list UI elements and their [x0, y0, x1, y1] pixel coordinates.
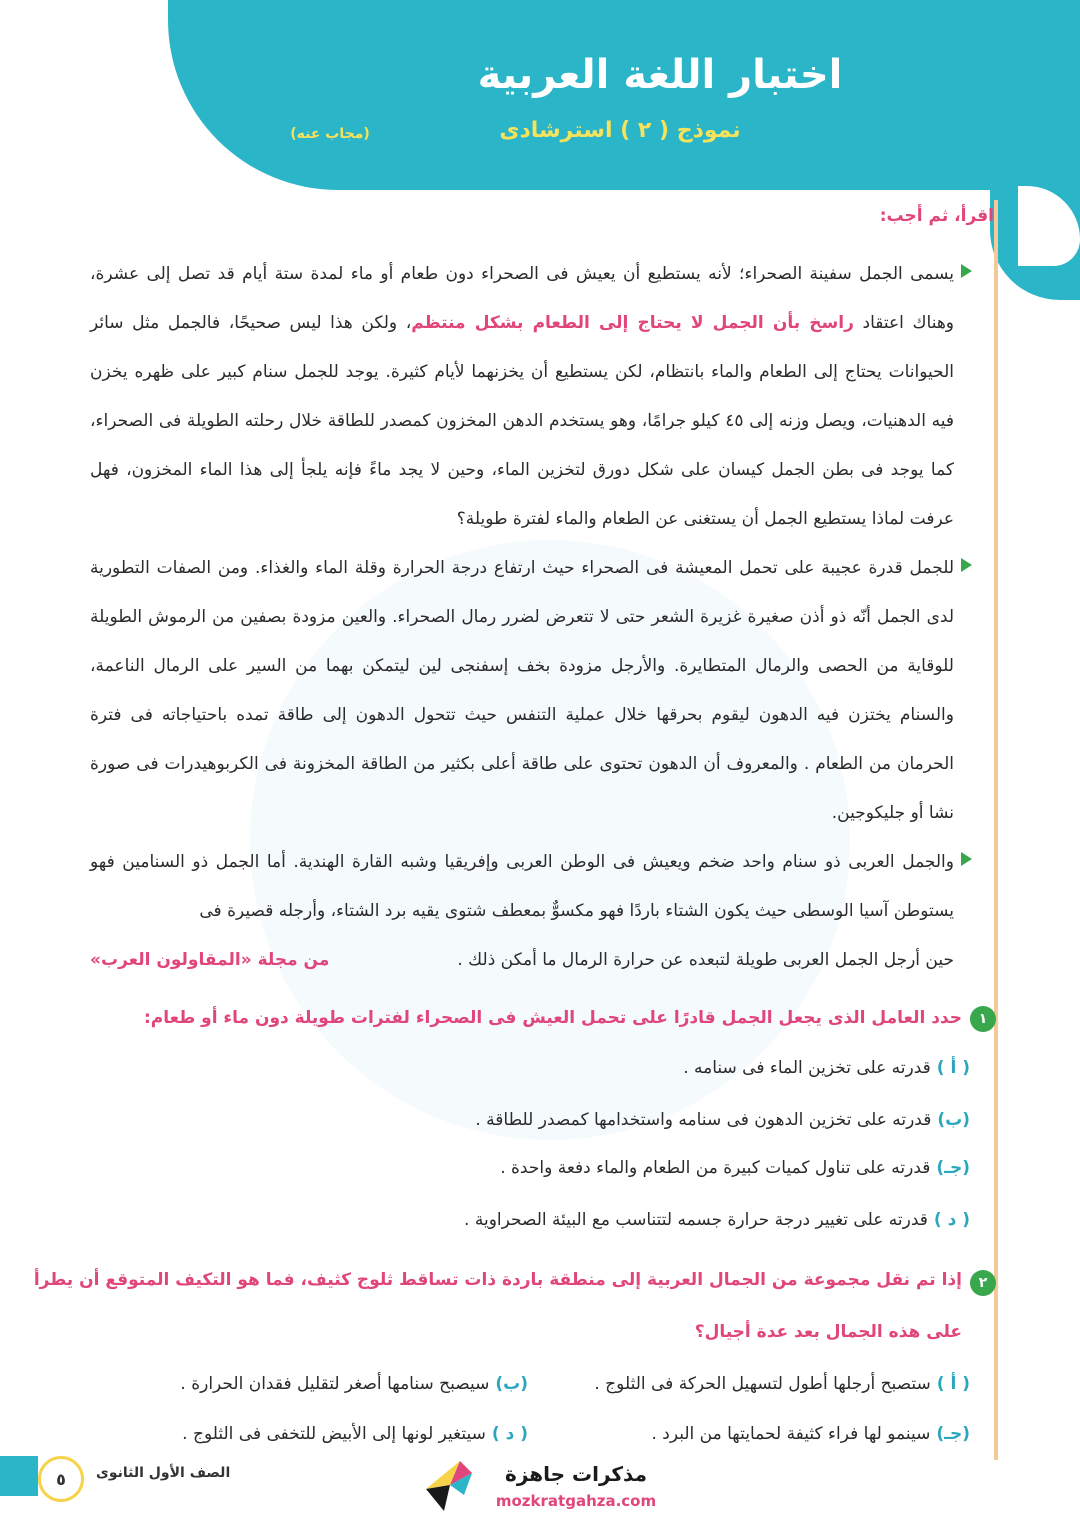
bullet-icon [961, 558, 972, 572]
paragraph-3: والجمل العربى ذو سنام واحد ضخم ويعيش فى الوطن العربى وإفريقيا وشبه القارة الهندية. أما الجمل ذو السنامين فهو يستوطن آسيا الوسطى حيث يكون الشتاء باردًا فهو مكسوٌّ بمعطف شتوى يقيه برد الشتاء، وأرجله قصيرة فى [90, 838, 954, 936]
section-heading: اقرأ، ثم أجب: [879, 206, 994, 226]
paragraph-3-last-line: حين أرجل الجمل العربى طويلة لتبعده عن حرارة الرمال ما أمكن ذلك . من مجلة «المقاولون العرب» [90, 936, 954, 985]
question-1-number: ١ [970, 1006, 996, 1032]
q2-option-c[interactable]: (جـ)سينمو لها فراء كثيفة لحمايتها من البرد . [651, 1424, 970, 1444]
question-1-text: حدد العامل الذى يجعل الجمل قادرًا على تحمل العيش فى الصحراء لفترات طويلة دون ماء أو طعام: [143, 1008, 962, 1028]
bullet-icon [961, 264, 972, 278]
q2-option-d[interactable]: ( د )سيتغير لونها إلى الأبيض للتخفى فى الثلوج . [182, 1424, 528, 1444]
question-2-text-line-1: إذا تم نقل مجموعة من الجمال العربية إلى منطقة باردة ذات تساقط ثلوج كثيف، فما هو التكيف المتوقع أن يطرأ [33, 1270, 962, 1290]
paragraph-1: يسمى الجمل سفينة الصحراء؛ لأنه يستطيع أن يعيش فى الصحراء دون طعام أو ماء لمدة ستة أيام قد تصل إلى عشرة، وهناك اعتقاد راسخ بأن الجمل لا يحتاج إلى الطعام بشكل منتظم، ولكن هذا ليس صحيحًا، فالجمل مثل سائر الحيوانات يحتاج إلى الطعام والماء بانتظام، لكن يستطيع أن يخزنهما لأيام كثيرة. يوجد للجمل سنام كبير على ظهره يخزن فيه الدهنيات، ويصل وزنه إلى ٤٥ كيلو جرامًا، وهو يستخدم الدهن المخزون كمصدر للطاقة خلال رحلته الطويلة فى الصحراء، كما يوجد فى بطن الجمل كيسان على شكل دورق لتخزين الماء، وحين لا يجد ماءً فإنه يلجأ إلى هذا الماء المخزون، فهل عرفت لماذا يستطيع الجمل أن يستغنى عن الطعام والماء لفترة طويلة؟ [90, 250, 954, 544]
model-subtitle: نموذج ( ٢ ) استرشادى [499, 118, 741, 143]
margin-line [994, 200, 998, 1460]
reading-passage [90, 250, 954, 985]
highlight-text: راسخ بأن الجمل لا يحتاج إلى الطعام بشكل منتظم [411, 313, 854, 333]
paragraph-2: للجمل قدرة عجيبة على تحمل المعيشة فى الصحراء حيث ارتفاع درجة الحرارة وقلة الماء والغذاء. ومن الصفات التطورية لدى الجمل أنّه ذو أذن صغيرة غزيرة الشعر حتى لا تتعرض لضرر رمال الصحراء. والعين مزودة بصفين من الرموش الطويلة للوقاية من الحصى والرمال المتطايرة. والأرجل مزودة بخف إسفنجى لين ليتمكن بهما من السير على الرمال الناعمة، والسنام يختزن فيه الدهون ليقوم بحرقها خلال عملية التنفس حيث تتحول الدهون إلى طاقة تمده باحتياجاته فى فترة الحرمان من الطعام . والمعروف أن الدهون تحتوى على طاقة أعلى بكثير من الطاقة المخزونة فى الكربوهيدرات فى صورة نشا أو جليكوجين. [90, 544, 954, 838]
q1-option-c[interactable]: (جـ)قدرته على تناول كميات كبيرة من الطعام والماء دفعة واحدة . [500, 1158, 970, 1178]
source-citation: من مجلة «المقاولون العرب» [90, 950, 330, 970]
question-2-number: ٢ [970, 1270, 996, 1296]
page-number: ٥ [38, 1456, 84, 1502]
logo-icon [420, 1455, 480, 1515]
q2-option-a[interactable]: ( أ )ستصبح أرجلها أطول لتسهيل الحركة فى الثلوج . [594, 1374, 970, 1394]
logo-url[interactable]: mozkratgahza.com [495, 1492, 657, 1510]
question-2-text-line-2: على هذه الجمال بعد عدة أجيال؟ [694, 1322, 962, 1342]
q1-option-b[interactable]: (ب)قدرته على تخزين الدهون فى سنامه واستخدامها كمصدر للطاقة . [475, 1110, 970, 1130]
bullet-icon [961, 852, 972, 866]
logo-text: مذكرات جاهزة [505, 1462, 647, 1486]
answered-note: (مجاب عنه) [290, 126, 370, 142]
q1-option-a[interactable]: ( أ )قدرته على تخزين الماء فى سنامه . [683, 1058, 970, 1078]
q1-option-d[interactable]: ( د )قدرته على تغيير درجة حرارة جسمه لتتناسب مع البيئة الصحراوية . [464, 1210, 970, 1230]
grade-label: الصف الأول الثانوى [96, 1465, 231, 1481]
q2-option-b[interactable]: (ب)سيصبح سنامها أصغر لتقليل فقدان الحرارة . [180, 1374, 528, 1394]
footer-band [0, 1456, 38, 1496]
page-title: اختبار اللغة العربية [477, 52, 843, 98]
